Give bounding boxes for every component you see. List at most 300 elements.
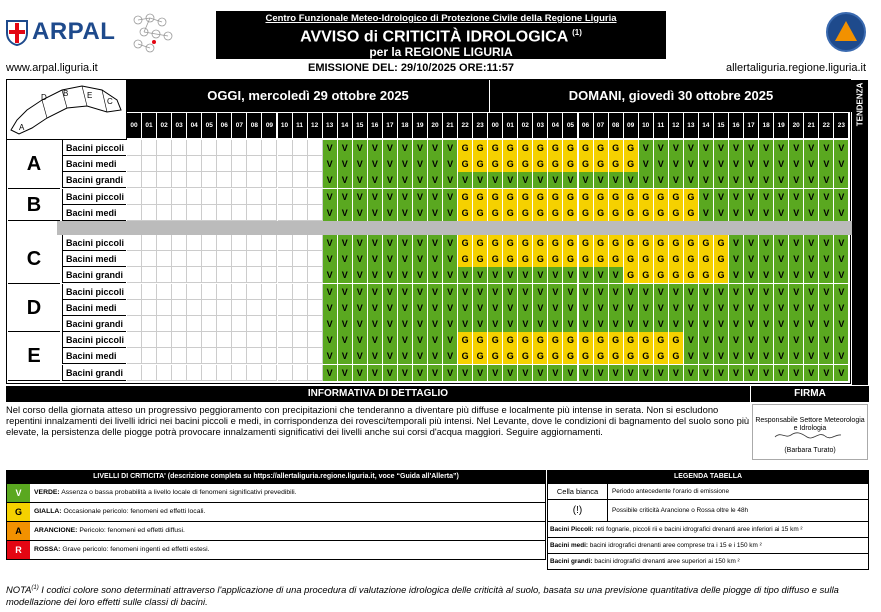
empty-cell [157,235,172,251]
green-cell: V [654,156,669,172]
yellow-cell: G [488,140,503,156]
green-cell: V [458,300,473,316]
green-cell: V [759,235,774,251]
empty-cell [293,140,308,156]
yellow-cell: G [458,140,473,156]
empty-cell [217,140,232,156]
level-desc: Assenza o bassa probabilità a livello locale di fenomeni significativi prevedibili. [61,489,297,496]
empty-cell [157,300,172,316]
green-cell: V [458,284,473,300]
empty-cell [142,300,157,316]
yellow-cell: G [639,235,654,251]
empty-cell [262,300,277,316]
yellow-cell: G [488,235,503,251]
yellow-cell: G [488,205,503,221]
green-cell: V [774,332,789,348]
green-cell: V [654,300,669,316]
green-cell: V [654,284,669,300]
empty-cell [278,189,293,205]
empty-cell [293,348,308,364]
green-cell: V [714,284,729,300]
empty-cell [142,235,157,251]
empty-cell [262,251,277,267]
green-cell: V [383,140,398,156]
green-cell: V [413,316,428,332]
empty-cell [202,267,217,283]
empty-cell [293,300,308,316]
green-cell: V [684,316,699,332]
green-cell: V [383,156,398,172]
green-cell: V [609,172,624,188]
green-cell: V [669,140,684,156]
green-cell: V [338,267,353,283]
green-cell: V [443,251,458,267]
green-cell: V [684,365,699,381]
green-cell: V [503,316,518,332]
green-cell: V [774,348,789,364]
yellow-cell: G [654,205,669,221]
green-cell: V [759,156,774,172]
hour-cell: 13 [323,113,337,138]
yellow-cell: G [594,332,609,348]
empty-cell [217,316,232,332]
hour-cell: 01 [503,113,517,138]
yellow-cell: G [458,348,473,364]
empty-cell [217,300,232,316]
hour-cell: 03 [172,113,186,138]
yellow-cell: G [579,189,594,205]
empty-cell [187,156,202,172]
green-cell: V [428,251,443,267]
green-cell: V [819,140,834,156]
green-cell: V [323,235,338,251]
hour-cell: 23 [834,113,848,138]
green-cell: V [789,348,804,364]
green-cell: V [488,300,503,316]
yellow-cell: G [503,189,518,205]
green-cell: V [774,365,789,381]
green-cell: V [383,251,398,267]
green-cell: V [834,205,849,221]
green-cell: V [503,300,518,316]
empty-cell [217,235,232,251]
green-cell: V [563,300,578,316]
green-cell: V [819,365,834,381]
green-cell: V [699,365,714,381]
yellow-cell: G [624,156,639,172]
hour-cell: 06 [579,113,593,138]
empty-cell [217,365,232,381]
trend-column [852,80,868,385]
green-cell: V [338,348,353,364]
empty-cell [157,267,172,283]
hour-cell: 21 [443,113,457,138]
hour-cell: 20 [789,113,803,138]
green-cell: V [323,365,338,381]
green-cell: V [654,140,669,156]
empty-cell [308,251,323,267]
info-header: INFORMATIVA DI DETTAGLIO [6,386,750,402]
empty-cell [157,140,172,156]
hour-cell: 17 [744,113,758,138]
green-cell: V [729,300,744,316]
green-cell: V [639,140,654,156]
green-cell: V [699,172,714,188]
green-cell: V [428,365,443,381]
empty-cell [308,189,323,205]
green-cell: V [744,172,759,188]
yellow-cell: G [624,140,639,156]
yellow-cell: G [563,251,578,267]
green-cell: V [413,251,428,267]
hour-cell: 18 [759,113,773,138]
green-cell: V [398,284,413,300]
green-cell: V [579,365,594,381]
green-cell: V [368,172,383,188]
level-desc: Occasionale pericolo: fenomeni ed effetti locali. [63,508,206,515]
map-letter-c: C [107,97,113,106]
green-cell: V [744,365,759,381]
empty-cell [232,284,247,300]
green-cell: V [684,348,699,364]
protezione-civile-seal [826,12,866,52]
empty-cell [202,189,217,205]
yellow-cell: G [579,332,594,348]
hour-cell: 03 [533,113,547,138]
yellow-cell: G [503,156,518,172]
green-cell: V [804,172,819,188]
legend-grandi-desc: bacini idrografici drenanti aree superiori ai 150 km ² [594,558,740,565]
legend-header: LEGENDA TABELLA [547,470,869,484]
green-cell: V [639,300,654,316]
green-cell: V [428,235,443,251]
green-cell: V [699,189,714,205]
empty-cell [278,300,293,316]
green-cell: V [624,300,639,316]
empty-cell [293,316,308,332]
liguria-map-icon [7,80,125,138]
hour-cell: 14 [338,113,352,138]
yellow-cell: G [518,235,533,251]
green-cell: V [353,156,368,172]
empty-cell [262,332,277,348]
green-cell: V [443,140,458,156]
empty-cell [202,140,217,156]
yellow-cell: G [488,189,503,205]
yellow-cell: G [473,332,488,348]
green-cell: V [383,205,398,221]
green-cell: V [338,140,353,156]
empty-cell [142,172,157,188]
green-cell: V [594,300,609,316]
zone-label: C [8,235,60,284]
green-cell: V [789,300,804,316]
empty-cell [262,284,277,300]
footnote-sup: (1) [31,585,39,591]
green-cell: V [744,251,759,267]
green-cell: V [428,348,443,364]
yellow-cell: G [669,348,684,364]
green-cell: V [834,316,849,332]
green-cell: V [503,172,518,188]
green-cell: V [413,365,428,381]
hour-cell: 07 [232,113,246,138]
yellow-cell: G [548,140,563,156]
green-cell: V [654,365,669,381]
basin-row-label: Bacini piccoli [62,140,126,156]
yellow-cell: G [518,189,533,205]
empty-cell [262,365,277,381]
firma-box [752,404,868,460]
green-cell: V [518,365,533,381]
green-cell: V [744,205,759,221]
green-cell: V [699,156,714,172]
green-cell: V [413,267,428,283]
green-cell: V [699,348,714,364]
green-cell: V [443,332,458,348]
empty-cell [232,172,247,188]
yellow-cell: G [518,332,533,348]
green-cell: V [789,140,804,156]
green-cell: V [609,267,624,283]
green-cell: V [503,284,518,300]
empty-cell [278,156,293,172]
green-cell: V [548,284,563,300]
legend-row-excl [547,500,869,522]
empty-cell [172,284,187,300]
allerta-link[interactable]: allertaliguria.regione.liguria.it [726,62,867,74]
green-cell: V [669,316,684,332]
basin-row-label: Bacini piccoli [62,332,126,348]
yellow-cell: G [684,205,699,221]
green-cell: V [699,300,714,316]
yellow-cell: G [609,348,624,364]
green-cell: V [609,284,624,300]
level-row [6,503,546,522]
green-cell: V [819,267,834,283]
green-cell: V [714,316,729,332]
green-cell: V [834,267,849,283]
green-cell: V [368,267,383,283]
yellow-cell: G [458,332,473,348]
green-cell: V [518,267,533,283]
green-cell: V [323,140,338,156]
green-cell: V [594,316,609,332]
green-cell: V [744,189,759,205]
hour-cell: 05 [202,113,216,138]
green-cell: V [774,140,789,156]
hour-cell: 09 [624,113,638,138]
yellow-cell: G [518,156,533,172]
empty-cell [157,348,172,364]
legend-row-medi [547,538,869,554]
empty-cell [127,348,142,364]
empty-cell [217,251,232,267]
shield-icon [6,20,28,46]
green-cell: V [684,284,699,300]
green-cell: V [368,300,383,316]
yellow-cell: G [563,235,578,251]
basin-row-label: Bacini medi [62,300,126,316]
green-cell: V [383,348,398,364]
yellow-cell: G [609,189,624,205]
empty-cell [172,316,187,332]
green-cell: V [428,172,443,188]
signature-icon [773,429,843,441]
green-cell: V [819,284,834,300]
green-cell: V [699,284,714,300]
green-cell: V [729,189,744,205]
green-cell: V [368,348,383,364]
zone-label: E [8,332,60,381]
green-cell: V [594,365,609,381]
green-cell: V [338,284,353,300]
yellow-cell: G [594,156,609,172]
yellow-cell: G [458,205,473,221]
green-cell: V [443,365,458,381]
zone-label: B [8,189,60,221]
yellow-cell: G [654,189,669,205]
empty-cell [262,140,277,156]
empty-cell [232,348,247,364]
green-cell: V [413,300,428,316]
legend-row-grandi [547,554,869,570]
green-cell: V [834,172,849,188]
yellow-cell: G [548,251,563,267]
empty-cell [127,365,142,381]
hour-cell: 04 [187,113,201,138]
yellow-cell: G [488,251,503,267]
green-cell: V [428,284,443,300]
empty-cell [172,348,187,364]
green-cell: V [338,235,353,251]
green-cell: V [413,348,428,364]
empty-cell [278,332,293,348]
green-cell: V [639,172,654,188]
hour-cell: 15 [714,113,728,138]
empty-cell [142,332,157,348]
basin-row-label: Bacini medi [62,348,126,364]
hour-cell: 20 [428,113,442,138]
empty-cell [232,365,247,381]
empty-cell [293,205,308,221]
green-cell: V [699,332,714,348]
green-cell: V [714,189,729,205]
empty-cell [157,332,172,348]
hour-cell: 02 [157,113,171,138]
yellow-cell: G [548,189,563,205]
green-cell: V [353,189,368,205]
empty-cell [157,205,172,221]
hour-cell: 04 [548,113,562,138]
green-cell: V [488,365,503,381]
empty-cell [247,251,262,267]
green-cell: V [804,235,819,251]
green-cell: V [338,365,353,381]
empty-cell [142,156,157,172]
green-cell: V [443,267,458,283]
green-cell: V [789,267,804,283]
hour-cell: 01 [142,113,156,138]
yellow-cell: G [473,205,488,221]
green-cell: V [458,316,473,332]
centro-funzionale-logo [128,12,198,60]
green-cell: V [443,316,458,332]
empty-cell [232,267,247,283]
green-cell: V [398,348,413,364]
green-cell: V [383,332,398,348]
arpal-link[interactable]: www.arpal.liguria.it [6,62,98,74]
yellow-cell: G [518,140,533,156]
basin-row-label: Bacini medi [62,251,126,267]
green-cell: V [323,348,338,364]
green-cell: V [759,348,774,364]
green-cell: V [338,205,353,221]
green-cell: V [563,316,578,332]
green-cell: V [834,284,849,300]
criticality-table [6,79,865,384]
green-cell: V [579,316,594,332]
green-cell: V [774,300,789,316]
hour-cell: 10 [639,113,653,138]
green-cell: V [398,267,413,283]
basin-row-label: Bacini piccoli [62,235,126,251]
green-cell: V [669,156,684,172]
empty-cell [127,284,142,300]
green-cell: V [368,284,383,300]
empty-cell [217,189,232,205]
green-cell: V [368,140,383,156]
green-cell: V [759,300,774,316]
empty-cell [202,316,217,332]
green-cell: V [804,140,819,156]
empty-cell [247,300,262,316]
yellow-cell: G [624,267,639,283]
green-cell: V [759,189,774,205]
empty-cell [202,205,217,221]
header-top-line: Centro Funzionale Meteo-Idrologico di Protezione Civile della Regione Liguria [265,13,617,24]
green-cell: V [819,235,834,251]
logo-text: ARPAL [32,18,116,45]
green-cell: V [804,267,819,283]
green-cell: V [368,189,383,205]
yellow-cell: G [548,156,563,172]
green-cell: V [744,235,759,251]
green-cell: V [759,172,774,188]
level-desc: Grave pericolo: fenomeni ingenti ed effetti estesi. [62,546,210,553]
empty-cell [142,365,157,381]
level-text [34,503,205,521]
hour-cell: 14 [699,113,713,138]
empty-cell [278,251,293,267]
level-swatch: G [7,503,30,521]
green-cell: V [804,205,819,221]
green-cell: V [744,300,759,316]
yellow-cell: G [609,205,624,221]
level-name: ROSSA: [34,546,61,553]
green-cell: V [443,300,458,316]
green-cell: V [669,172,684,188]
empty-cell [172,300,187,316]
empty-cell [172,251,187,267]
empty-cell [187,348,202,364]
empty-cell [278,316,293,332]
empty-cell [157,284,172,300]
empty-cell [127,172,142,188]
green-cell: V [729,316,744,332]
yellow-cell: G [639,251,654,267]
green-cell: V [413,284,428,300]
